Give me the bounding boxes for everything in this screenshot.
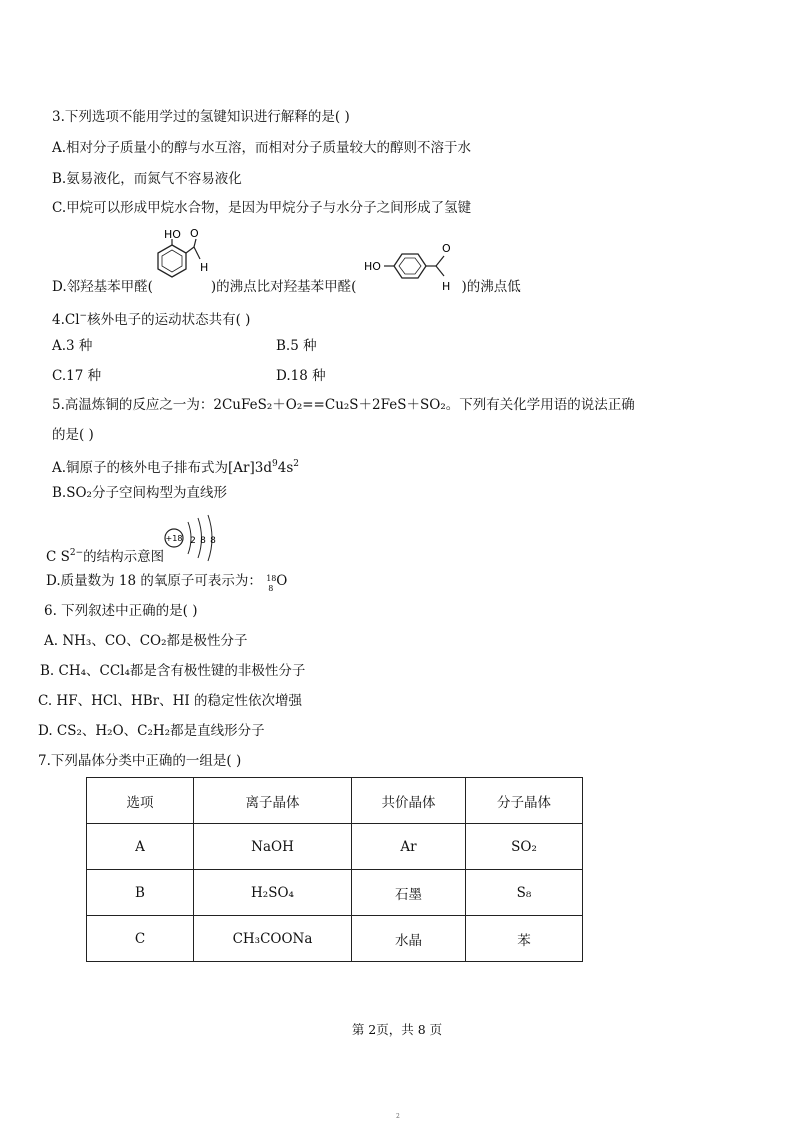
table-cell: CH₃COONa [194,916,352,962]
q5-option-a [52,455,299,477]
table-row [87,870,583,916]
q5-stem-line1: 5.高温炼铜的反应之一为：2CuFeS₂＋O₂==Cu₂S＋2FeS＋SO₂。下列有关化学用语的说法正确 [52,397,635,413]
q5-d-mass-number: 18 [266,574,277,583]
q4-stem-pre: 4.Cl [52,312,80,328]
shell-3-electrons: 8 [210,536,216,546]
q3-d-part3: )的沸点低 [461,279,521,295]
q6-option-b: B. CH₄、CCl₄都是含有极性键的非极性分子 [40,663,306,679]
q5-option-d [46,572,288,593]
mol2-o-label: O [442,242,451,255]
mol2-h-label: H [442,280,451,293]
shell-1-electrons: 2 [190,536,196,546]
bottom-mark: 2 [396,1113,400,1120]
q5-c-sup: 2− [69,548,84,558]
q4-stem-post: 核外电子的运动状态共有( ) [87,312,251,328]
q5-a-sup1: 9 [272,459,278,469]
q5-d-pre: D.质量数为 18 的氧原子可表示为： [46,573,262,589]
q3-option-b: B.氨易液化，而氮气不容易液化 [52,171,242,187]
nucleus-charge-label: +18 [165,534,183,543]
ortho-hydroxybenzaldehyde-structure [150,225,220,295]
table-cell: B [87,870,194,916]
table-cell: H₂SO₄ [194,870,352,916]
q6-option-c: C. HF、HCl、HBr、HI 的稳定性依次增强 [38,693,303,709]
q5-option-b: B.SO₂分子空间构型为直线形 [52,485,227,501]
table-row [87,916,583,962]
table-cell: C [87,916,194,962]
q4-option-d: D.18 种 [276,368,326,384]
table-cell: 石墨 [352,870,466,916]
q4-option-c: C.17 种 [52,368,102,384]
q4-stem-sup: − [79,311,88,321]
page-footer: 第 2页，共 8 页 [351,1022,443,1037]
header-option: 选项 [87,778,194,824]
q3-d-part2: )的沸点比对羟基苯甲醛( [210,279,357,295]
table-cell: S₈ [466,870,583,916]
header-covalent-crystal: 共价晶体 [352,778,466,824]
table-cell: NaOH [194,824,352,870]
para-hydroxybenzaldehyde-structure [362,240,467,295]
table-cell: 水晶 [352,916,466,962]
q5-a-sup2: 2 [293,459,300,469]
mol1-o-label: O [190,227,199,240]
q3-option-c: C.甲烷可以形成甲烷水合物，是因为甲烷分子与水分子之间形成了氢键 [52,200,472,216]
q6-stem: 6. 下列叙述中正确的是( ) [44,603,198,619]
sulfide-ion-structure-diagram [162,514,224,562]
q3-stem: 3.下列选项不能用学过的氢键知识进行解释的是( ) [52,109,350,125]
q4-option-a: A.3 种 [52,338,93,354]
q3-option-a: A.相对分子质量小的醇与水互溶，而相对分子质量较大的醇则不溶于水 [52,140,472,156]
q6-option-d: D. CS₂、H₂O、C₂H₂都是直线形分子 [38,723,265,739]
q5-d-atomic-number: 8 [268,584,274,593]
q5-a-mid: 4s [277,460,294,476]
q5-d-symbol: O [276,573,288,589]
q5-a-pre: A.铜原子的核外电子排布式为[Ar]3d [52,460,273,476]
q4-stem [52,307,250,329]
table-header-row [87,778,583,824]
q3-d-part1: D.邻羟基苯甲醛( [52,279,153,295]
oxygen-isotope-notation [266,572,277,593]
mol2-ho-label: HO [364,260,381,273]
table-cell: SO₂ [466,824,583,870]
q7-stem: 7.下列晶体分类中正确的一组是( ) [38,753,242,769]
header-molecular-crystal: 分子晶体 [466,778,583,824]
mol1-ho-label: HO [164,228,181,241]
table-cell: 苯 [466,916,583,962]
q5-c-post: 的结构示意图 [83,549,165,565]
q6-option-a: A. NH₃、CO、CO₂都是极性分子 [44,633,248,649]
q5-stem-line2: 的是( ) [52,427,94,443]
table-cell: Ar [352,824,466,870]
mol1-h-label: H [200,261,209,274]
q5-option-c [46,544,164,566]
shell-2-electrons: 8 [200,536,206,546]
crystal-classification-table [86,777,583,962]
q5-c-pre: C S [46,549,70,565]
header-ionic-crystal: 离子晶体 [194,778,352,824]
table-row [87,824,583,870]
table-cell: A [87,824,194,870]
q4-option-b: B.5 种 [276,338,317,354]
